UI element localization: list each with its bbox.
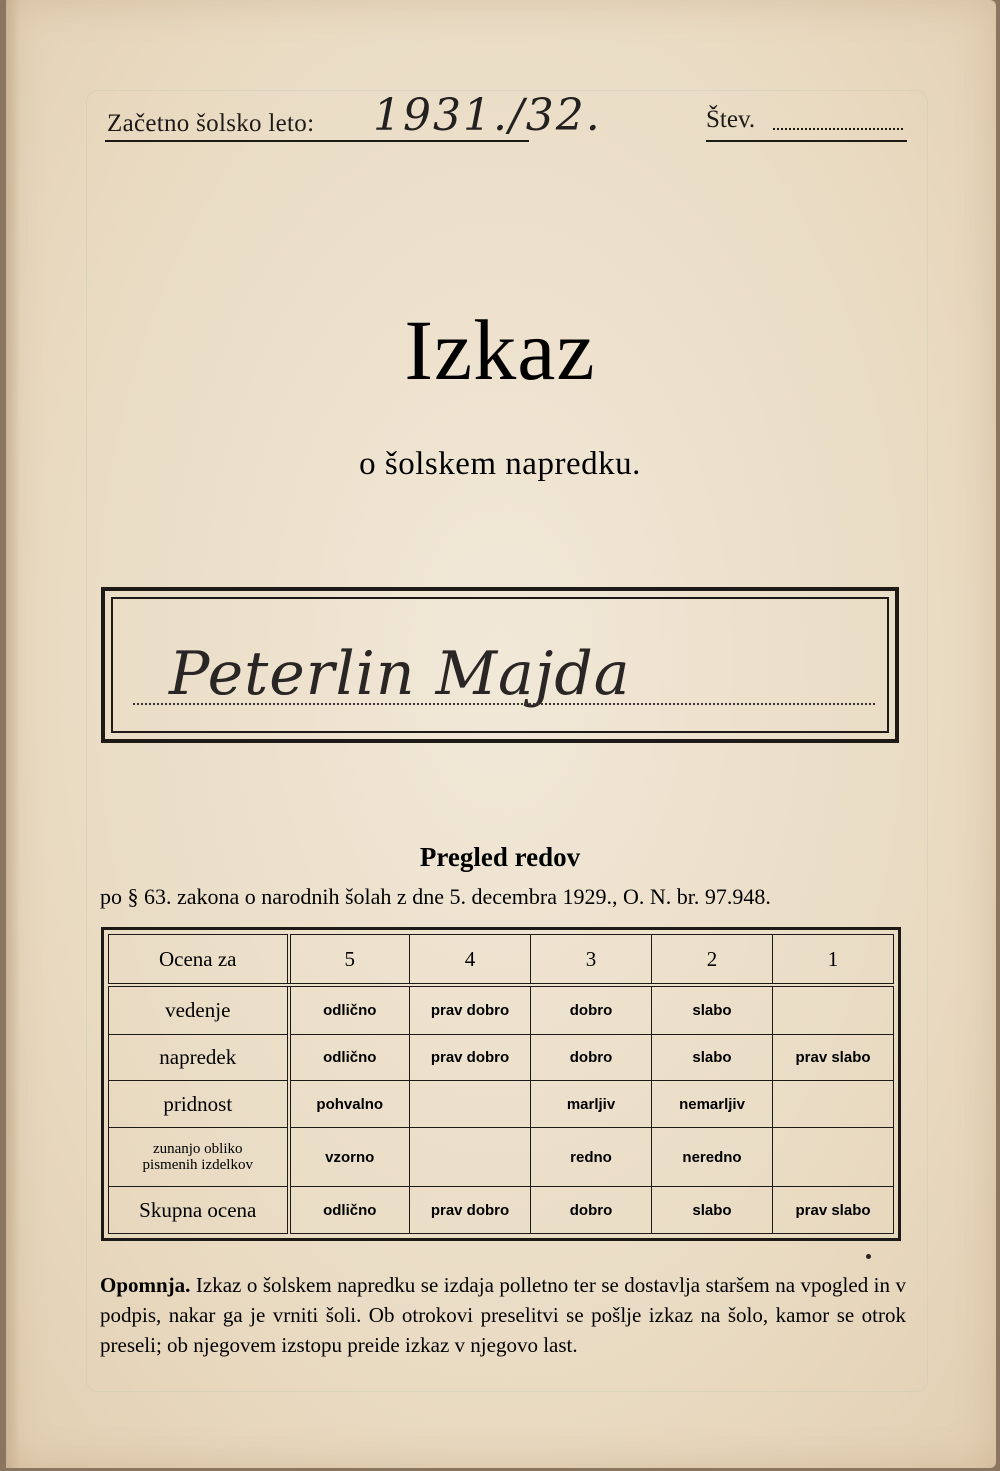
overview-title: Pregled redov (419, 842, 581, 872)
row-label: vedenje (109, 985, 289, 1034)
name-box (101, 587, 899, 743)
row-label-line: zunanjo obliko (152, 1141, 243, 1158)
document-title: Izkaz (404, 302, 596, 398)
grades-table-header-row (109, 935, 894, 986)
row-label: napredek (109, 1034, 289, 1081)
name-dotted-line (133, 703, 875, 705)
grade-cell: redno (531, 1128, 652, 1187)
note-paragraph (100, 1270, 906, 1360)
header-cell: 2 (652, 935, 773, 986)
grade-cell (773, 985, 894, 1034)
grade-cell: nemarljiv (652, 1081, 773, 1128)
grade-cell: vzorno (289, 1128, 410, 1187)
note-lead: Opomnja. (100, 1273, 191, 1297)
school-year-value: 1931./32. (373, 90, 602, 141)
table-row (109, 1034, 894, 1081)
number-dotted-line (773, 128, 903, 130)
row-label (109, 1128, 289, 1187)
student-name: Peterlin Majda (169, 639, 631, 709)
grade-cell: prav dobro (410, 1187, 531, 1234)
grade-cell: dobro (531, 1187, 652, 1234)
grade-cell (773, 1081, 894, 1128)
table-row (109, 1187, 894, 1234)
grade-cell (773, 1128, 894, 1187)
grades-table-frame (101, 927, 901, 1241)
school-year-underline (105, 140, 529, 142)
document-subtitle: o šolskem napredku. (359, 446, 641, 482)
note-text: Izkaz o šolskem napredku se izdaja polletno ter se dostavlja staršem na vpogled in v podpis, nakar ga je vrniti šoli. Ob otrokovi preselitvi se pošlje izkaz na šolo, kamor se otrok preseli; ob njegovem izstopu preide izkaz v njegovo last. (100, 1273, 906, 1357)
grade-cell: pohvalno (289, 1081, 410, 1128)
grade-cell: marljiv (531, 1081, 652, 1128)
grade-cell: slabo (652, 1187, 773, 1234)
row-label: Skupna ocena (109, 1187, 289, 1234)
header-cell: 1 (773, 935, 894, 986)
grade-cell: neredno (652, 1128, 773, 1187)
grade-cell: prav dobro (410, 985, 531, 1034)
grade-cell: prav slabo (773, 1187, 894, 1234)
table-row (109, 1128, 894, 1187)
grade-cell (410, 1128, 531, 1187)
grade-cell: prav dobro (410, 1034, 531, 1081)
header-cell: 3 (531, 935, 652, 986)
grade-cell: dobro (531, 985, 652, 1034)
overview-subtitle: po § 63. zakona o narodnih šolah z dne 5. decembra 1929., O. N. br. 97.948. (100, 884, 771, 909)
grade-cell: odlično (289, 1034, 410, 1081)
row-label: pridnost (109, 1081, 289, 1128)
grade-cell: slabo (652, 1034, 773, 1081)
header-cell: Ocena za (109, 935, 289, 986)
grade-cell: odlično (289, 1187, 410, 1234)
grade-cell: slabo (652, 985, 773, 1034)
number-label: Štev. (706, 106, 756, 133)
grades-table (108, 934, 894, 1234)
header-cell: 5 (289, 935, 410, 986)
row-label-line: pismenih izdelkov (142, 1157, 253, 1174)
grade-cell: dobro (531, 1034, 652, 1081)
ink-dot (866, 1254, 871, 1259)
header-cell: 4 (410, 935, 531, 986)
page-spine (6, 0, 20, 1468)
grade-cell: prav slabo (773, 1034, 894, 1081)
grade-cell: odlično (289, 985, 410, 1034)
number-underline (706, 140, 907, 142)
grade-cell (410, 1081, 531, 1128)
table-row (109, 1081, 894, 1128)
header-line (101, 90, 907, 144)
table-row (109, 985, 894, 1034)
school-year-label: Začetno šolsko leto: (107, 110, 315, 137)
